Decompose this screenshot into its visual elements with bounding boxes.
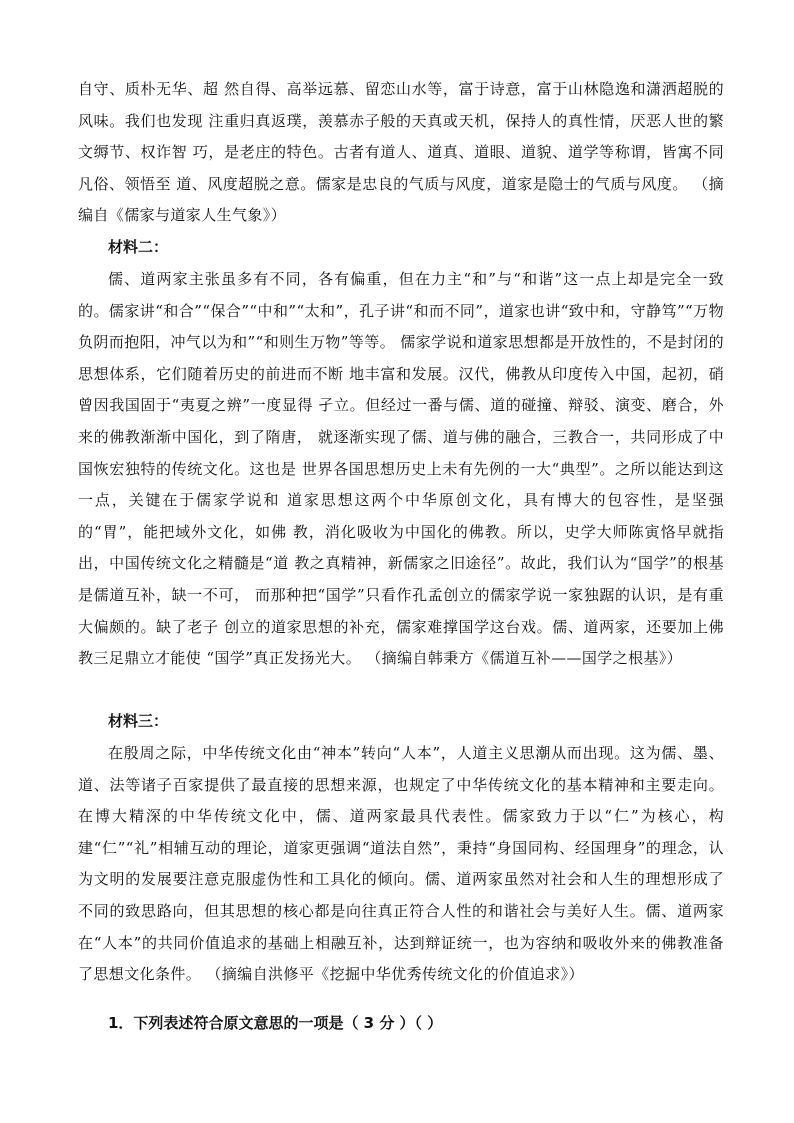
material2-heading: 材料二： (108, 238, 169, 256)
material2-paragraph: 儒、道两家主张虽多有不同，各有偏重，但在力主“和”与“和谐”这一点上却是完全一致的。儒家讲“和合”“保合”“中和”“太和”，孔子讲“和而不同”，道家也讲“致中和，守静笃”“万物负阴而抱阳，冲气以为和”“和则生万物”等等。 儒家学说和道家思想都是开放性的，不是封闭的思想体系，它们随着历史的前进而不断 地丰富和发展。汉代，佛教从印度传入中国，起初，硝曾因我国固于“夷夏之辨”一度显得 孑立。但经过一番与儒、道的碰撞、辩驳、演变、磨合，外来的佛教渐渐中国化，到了隋唐， 就逐渐实现了儒、道与佛的融合，三教合一，共同形成了中国恢宏独特的传统文化。这也是 世界各国思想历史上未有先例的一大“典型”。之所以能达到这一点，关键在于儒家学说和 道家思想这两个中华原创文化，具有博大的包容性，是坚强的“胃”，能把域外文化，如佛 教，消化吸收为中国化的佛教。所以，史学大师陈寅恪早就指出，中国传统文化之精髓是“道 教之真精神，新儒家之旧途径”。故此，我们认为“国学”的根基是儒道互补，缺一不可， 而那种把“国学”只看作孔孟创立的儒家学说一家独踞的认识，是有重大偏颇的。缺了老子 创立的道家思想的补充，儒家难撑国学这台戏。儒、道两家，还要加上佛教三足鼎立才能使 “国学”真正发扬光大。 （摘编自韩秉方《儒道互补——国学之根基》） (78, 270, 724, 668)
material3-paragraph: 在殷周之际，中华传统文化由“神本”转向“人本”，人道主义思潮从而出现。这为儒、墨、道、法等诸子百家提供了最直接的思想来源，也规定了中华传统文化的基本精神和主要走向。在博大精深的中华传统文化中，儒、道两家最具代表性。儒家致力于以“仁”为核心，构建“仁”“礼”相辅互动的理论，道家更强调“道法自然”，秉持“身国同构、经国理身”的理念，认为文明的发展要注意克服虚伪性和工具化的倾向。儒、道两家虽然对社会和人生的理想形成了不同的致思路向，但其思想的核心都是向往真正符合人性的和谐社会与美好人生。儒、道两家在“人本”的共同价值追求的基础上相融互补，达到辩证统一，也为容纳和吸收外来的佛教准备了思想文化条件。 （摘编自洪修平《挖掘中华优秀传统文化的价值追求》） (78, 744, 724, 984)
question-1: 1．下列表述符合原文意思的一项是（ 3 分 ）（ ） (108, 1014, 443, 1032)
material3-heading: 材料三： (108, 712, 169, 730)
material1-tail-paragraph: 自守、质朴无华、超 然自得、高举远慕、留恋山水等，富于诗意，富于山林隐逸和潇洒超脱的风味。我们也发现 注重归真返璞，羡慕赤子般的天真或天机，保持人的真性情，厌恶人世的繁文缛节、权诈智 巧，是老庄的特色。古者有道人、道真、道眼、道貌、道学等称谓，皆寓不同凡俗、领悟至 道、风度超脱之意。儒家是忠良的气质与风度，道家是隐士的气质与风度。 （摘编自《儒家与道家人生气象》） (78, 80, 724, 225)
